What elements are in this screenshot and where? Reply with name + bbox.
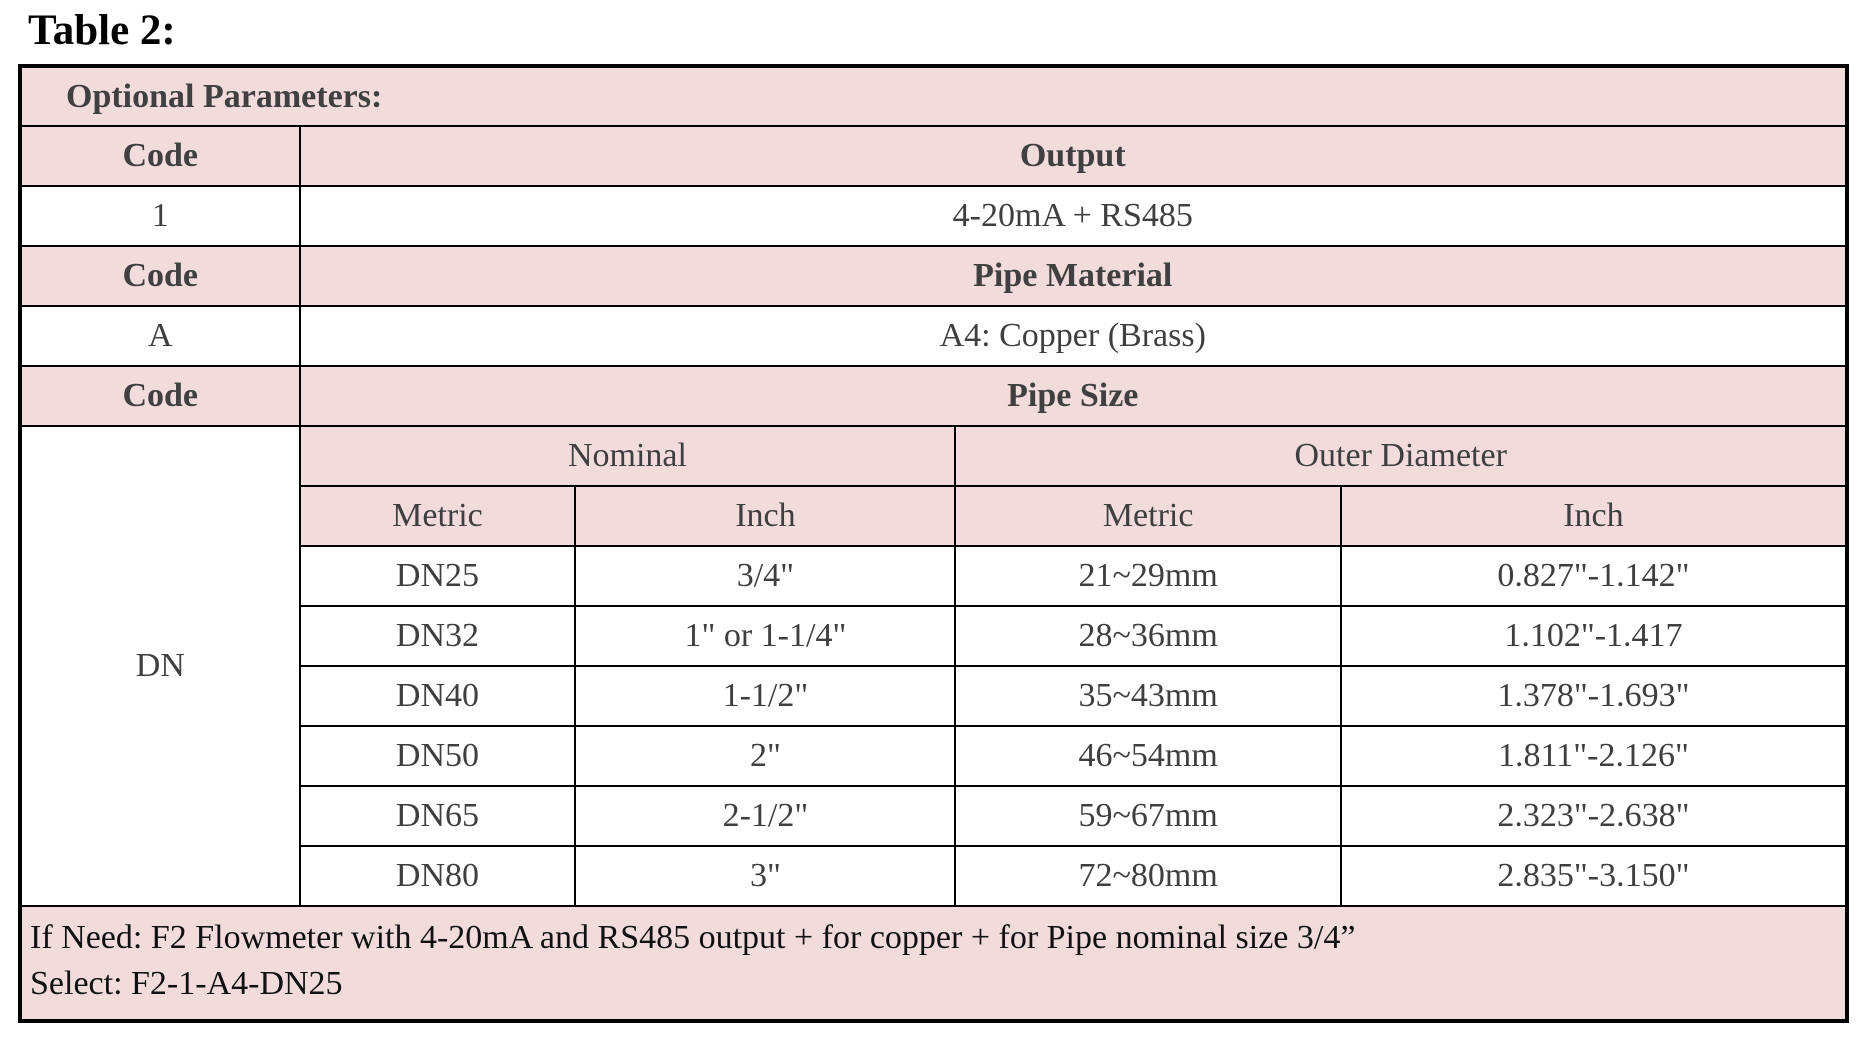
cell-outer-inch: 2.835"-3.150" xyxy=(1341,846,1847,906)
pipe-size-header-row xyxy=(20,366,1847,426)
cell-nominal-metric: DN40 xyxy=(300,666,576,726)
footer-row xyxy=(20,906,1847,1021)
pipe-material-value-row xyxy=(20,306,1847,366)
optional-parameters-table xyxy=(18,64,1849,1023)
cell-nominal-inch: 3/4" xyxy=(575,546,955,606)
cell-nominal-metric: DN50 xyxy=(300,726,576,786)
optional-parameters-row xyxy=(20,66,1847,126)
cell-outer-metric: 72~80mm xyxy=(955,846,1340,906)
cell-nominal-inch: 2" xyxy=(575,726,955,786)
selection-example-line-2: Select: F2-1-A4-DN25 xyxy=(30,965,343,1002)
cell-nominal-inch: 1-1/2" xyxy=(575,666,955,726)
cell-outer-metric: 35~43mm xyxy=(955,666,1340,726)
cell-outer-metric: 46~54mm xyxy=(955,726,1340,786)
pipe-size-group-row xyxy=(20,426,1847,486)
output-header-row xyxy=(20,126,1847,186)
outer-inch-header: Inch xyxy=(1341,486,1847,546)
nominal-inch-header: Inch xyxy=(575,486,955,546)
pipe-material-header-cell: Pipe Material xyxy=(300,246,1847,306)
pipe-material-value-cell: A4: Copper (Brass) xyxy=(300,306,1847,366)
cell-outer-inch: 1.811"-2.126" xyxy=(1341,726,1847,786)
nominal-metric-header: Metric xyxy=(300,486,576,546)
output-code-cell: 1 xyxy=(20,186,300,246)
nominal-group-header: Nominal xyxy=(300,426,956,486)
cell-nominal-inch: 3" xyxy=(575,846,955,906)
cell-nominal-metric: DN32 xyxy=(300,606,576,666)
output-header-cell: Output xyxy=(300,126,1847,186)
cell-outer-metric: 59~67mm xyxy=(955,786,1340,846)
page-title: Table 2: xyxy=(28,7,176,54)
cell-nominal-metric: DN65 xyxy=(300,786,576,846)
selection-example-line-1: If Need: F2 Flowmeter with 4-20mA and RS485 output + for copper + for Pipe nominal size 3/4” xyxy=(30,919,1356,956)
cell-nominal-metric: DN25 xyxy=(300,546,576,606)
cell-outer-metric: 28~36mm xyxy=(955,606,1340,666)
output-value-cell: 4-20mA + RS485 xyxy=(300,186,1847,246)
cell-outer-inch: 2.323"-2.638" xyxy=(1341,786,1847,846)
outer-diameter-group-header: Outer Diameter xyxy=(955,426,1847,486)
cell-outer-inch: 1.102"-1.417 xyxy=(1341,606,1847,666)
pipe-material-code-label-cell: Code xyxy=(20,246,300,306)
cell-nominal-inch: 1" or 1-1/4" xyxy=(575,606,955,666)
pipe-size-code-label-cell: Code xyxy=(20,366,300,426)
cell-outer-metric: 21~29mm xyxy=(955,546,1340,606)
selection-example-cell xyxy=(20,906,1847,1021)
output-value-row xyxy=(20,186,1847,246)
optional-parameters-header: Optional Parameters: xyxy=(20,66,1847,126)
pipe-material-header-row xyxy=(20,246,1847,306)
outer-metric-header: Metric xyxy=(955,486,1340,546)
output-code-label-cell: Code xyxy=(20,126,300,186)
cell-nominal-metric: DN80 xyxy=(300,846,576,906)
cell-outer-inch: 0.827"-1.142" xyxy=(1341,546,1847,606)
pipe-size-header-cell: Pipe Size xyxy=(300,366,1847,426)
cell-nominal-inch: 2-1/2" xyxy=(575,786,955,846)
dn-code-cell: DN xyxy=(20,426,300,906)
pipe-material-code-cell: A xyxy=(20,306,300,366)
cell-outer-inch: 1.378"-1.693" xyxy=(1341,666,1847,726)
